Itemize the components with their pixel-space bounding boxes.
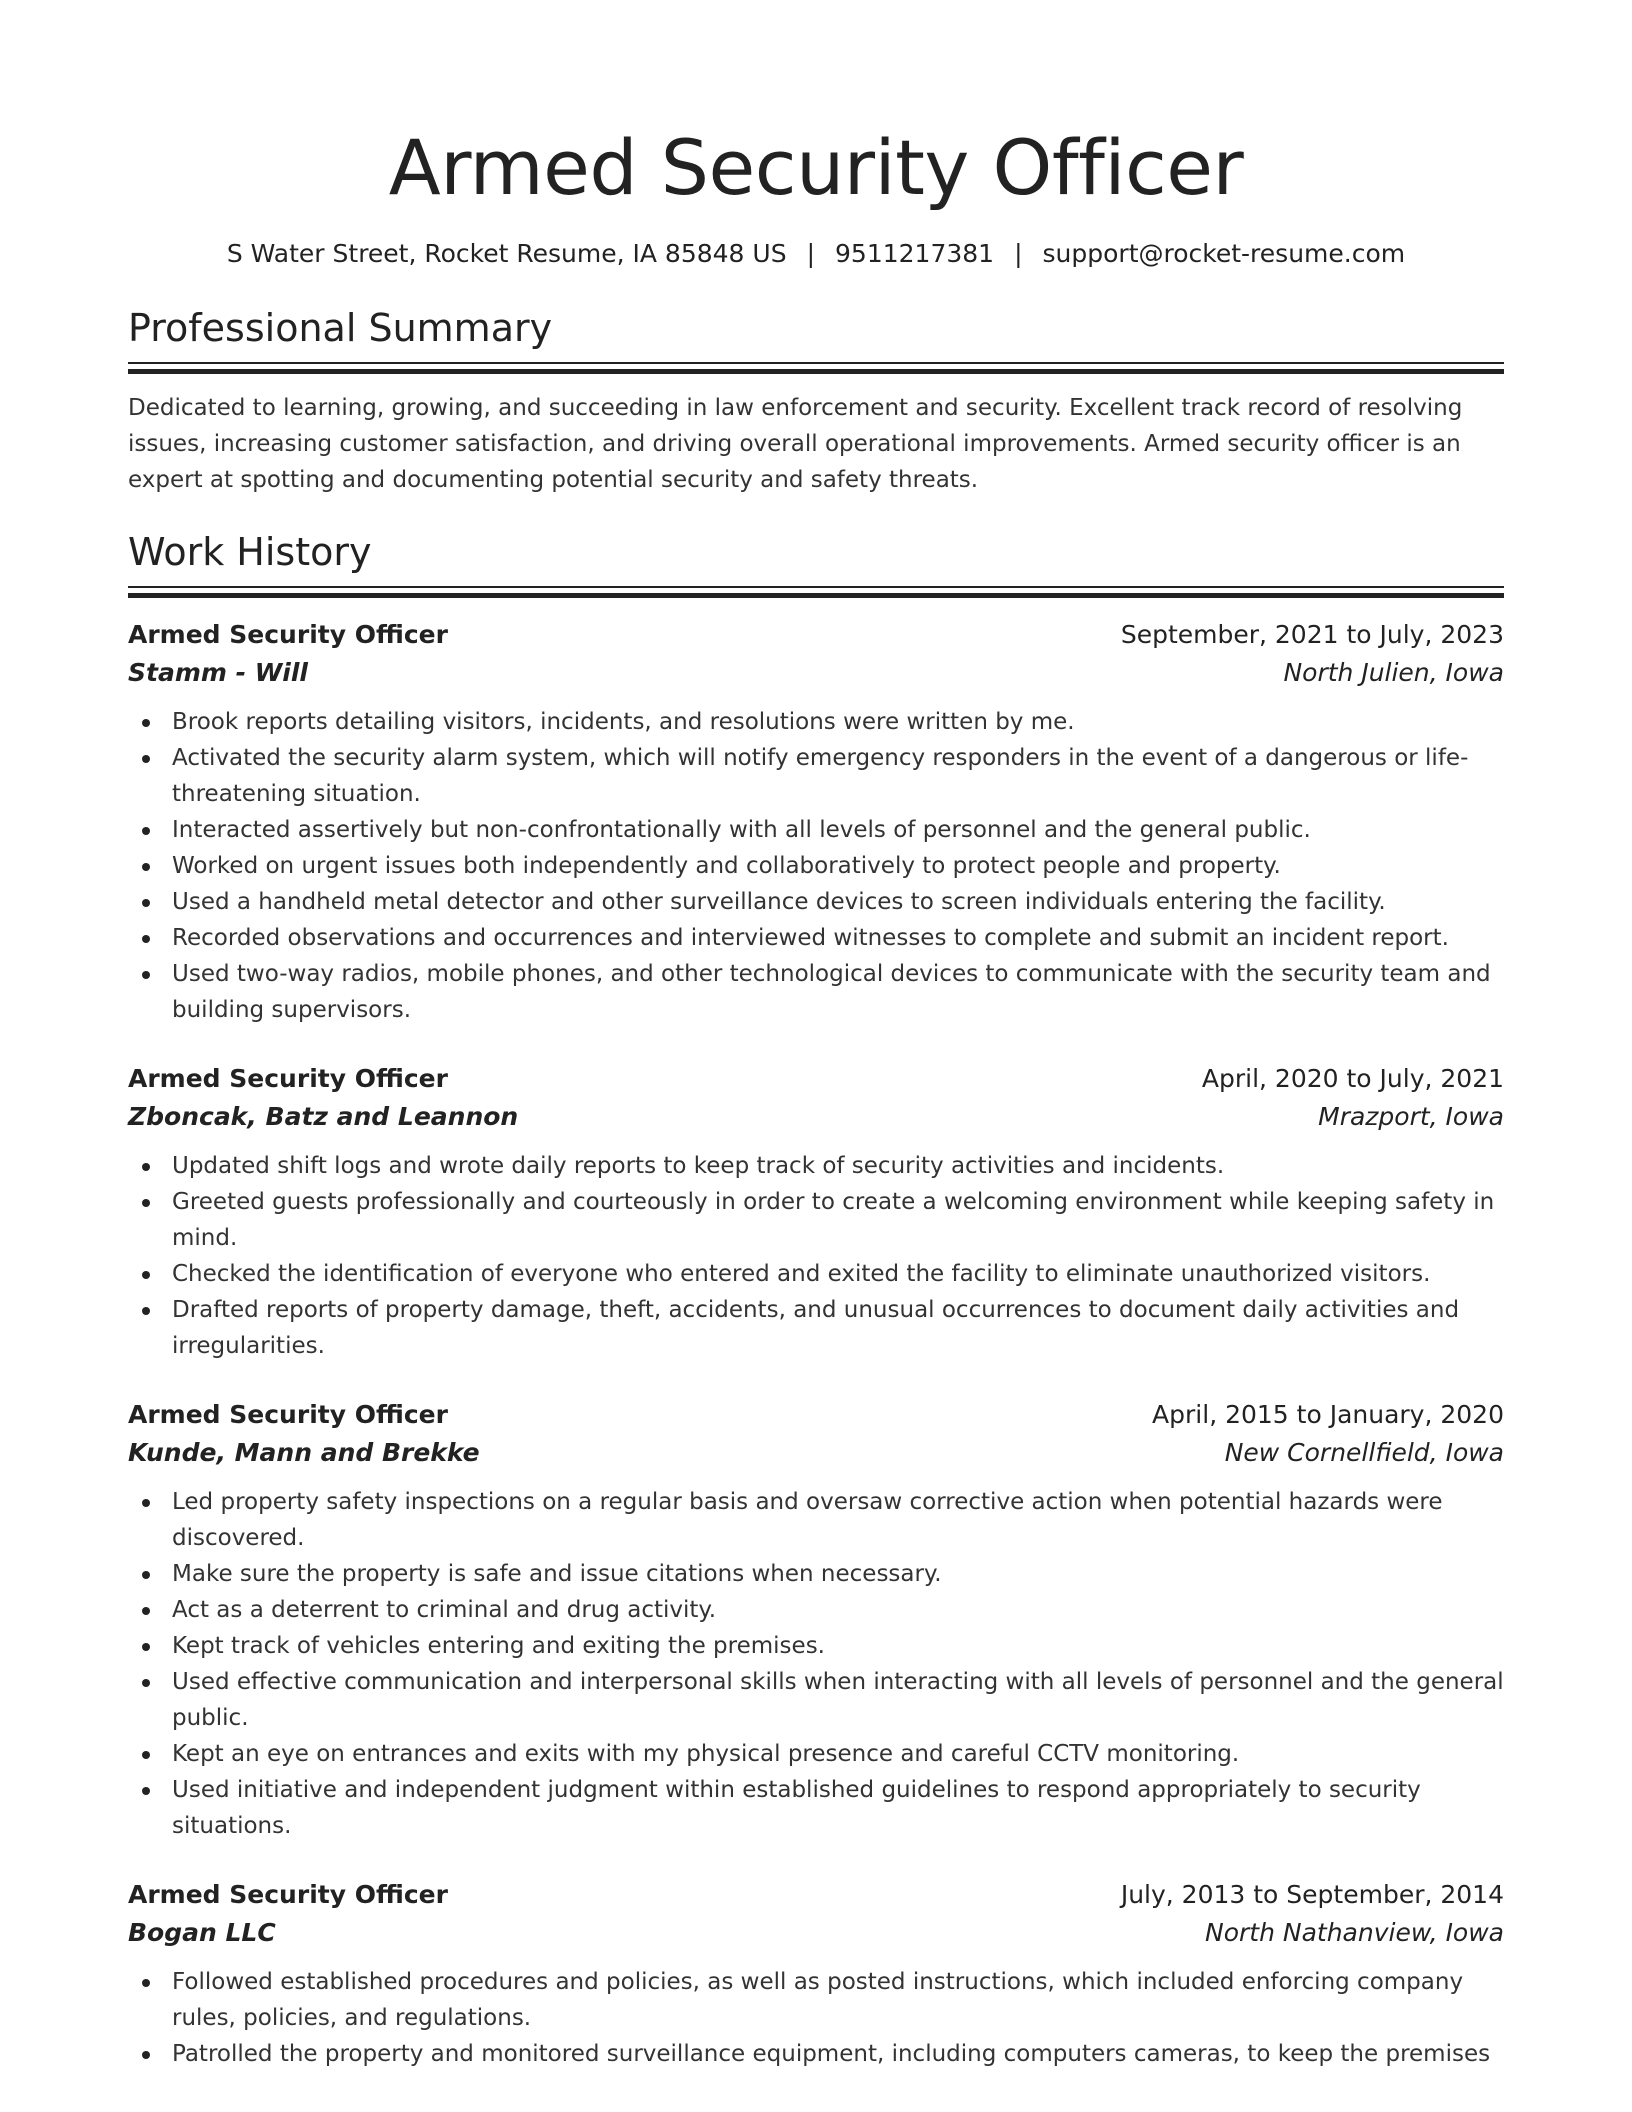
job-company: Stamm - Will xyxy=(128,658,308,687)
job-location: Mrazport, Iowa xyxy=(1318,1102,1504,1131)
list-item: Kept an eye on entrances and exits with my physical presence and careful CCTV monitoring. xyxy=(128,1736,1504,1772)
job-location: New Cornellfield, Iowa xyxy=(1224,1438,1504,1467)
list-item: Greeted guests professionally and courteously in order to create a welcoming environment while keeping safety in mind. xyxy=(128,1184,1504,1256)
list-item: Led property safety inspections on a regular basis and oversaw corrective action when potential hazards were discovered. xyxy=(128,1484,1504,1556)
job-duties-list xyxy=(128,1484,1504,1844)
job-title: Armed Security Officer xyxy=(128,620,448,649)
section-heading-summary: Professional Summary xyxy=(128,306,553,350)
contact-email: support@rocket-resume.com xyxy=(1042,239,1406,268)
job-title: Armed Security Officer xyxy=(128,1880,448,1909)
contact-separator: | xyxy=(806,239,816,268)
job-header-row xyxy=(128,1876,1504,1914)
list-item: Patrolled the property and monitored surveillance equipment, including computers cameras, to keep the premises xyxy=(128,2036,1504,2072)
list-item: Act as a deterrent to criminal and drug activity. xyxy=(128,1592,1504,1628)
job-company-row xyxy=(128,654,1504,692)
contact-separator: | xyxy=(1014,239,1023,268)
list-item: Used a handheld metal detector and other surveillance devices to screen individuals entering the facility. xyxy=(128,884,1504,920)
job-company-row xyxy=(128,1914,1504,1952)
list-item: Checked the identification of everyone who entered and exited the facility to eliminate unauthorized visitors. xyxy=(128,1256,1504,1292)
list-item: Followed established procedures and policies, as well as posted instructions, which included enforcing company rules, policies, and regulations. xyxy=(128,1964,1504,2036)
section-heading-work: Work History xyxy=(128,530,372,574)
job-dates: April, 2015 to January, 2020 xyxy=(1152,1400,1504,1429)
professional-summary-section xyxy=(128,304,1504,498)
list-item: Make sure the property is safe and issue citations when necessary. xyxy=(128,1556,1504,1592)
work-history-section xyxy=(128,528,1504,2072)
list-item: Brook reports detailing visitors, incidents, and resolutions were written by me. xyxy=(128,704,1504,740)
job-company-row xyxy=(128,1434,1504,1472)
job-company-row xyxy=(128,1098,1504,1136)
section-divider xyxy=(128,362,1504,374)
job-title: Armed Security Officer xyxy=(128,1064,448,1093)
job-location: North Nathanview, Iowa xyxy=(1205,1918,1504,1947)
contact-line xyxy=(128,236,1504,272)
list-item: Interacted assertively but non-confrontationally with all levels of personnel and the general public. xyxy=(128,812,1504,848)
list-item: Worked on urgent issues both independently and collaboratively to protect people and property. xyxy=(128,848,1504,884)
job-company: Zboncak, Batz and Leannon xyxy=(128,1102,519,1131)
resume-content xyxy=(128,118,1504,2072)
job-header-row xyxy=(128,616,1504,654)
list-item: Drafted reports of property damage, theft, accidents, and unusual occurrences to document daily activities and irregularities. xyxy=(128,1292,1504,1364)
job-header-row xyxy=(128,1060,1504,1098)
job-header-row xyxy=(128,1396,1504,1434)
job-location: North Julien, Iowa xyxy=(1283,658,1504,687)
job-entry xyxy=(128,1876,1504,2072)
list-item: Used initiative and independent judgment within established guidelines to respond appropriately to security situations. xyxy=(128,1772,1504,1844)
job-dates: April, 2020 to July, 2021 xyxy=(1201,1064,1504,1093)
summary-text: Dedicated to learning, growing, and succeeding in law enforcement and security. Excellent track record of resolving issues, increasing customer satisfaction, and driving overall operational improvements. Armed security officer is an expert at spotting and documenting potential security and safety threats. xyxy=(128,395,1463,493)
contact-address: S Water Street, Rocket Resume, IA 85848 US xyxy=(226,239,787,268)
job-company: Kunde, Mann and Brekke xyxy=(128,1438,480,1467)
job-duties-list xyxy=(128,1964,1504,2072)
list-item: Used two-way radios, mobile phones, and other technological devices to communicate with the security team and building supervisors. xyxy=(128,956,1504,1028)
job-dates: September, 2021 to July, 2023 xyxy=(1120,620,1504,649)
job-entry xyxy=(128,1060,1504,1364)
job-duties-list xyxy=(128,1148,1504,1364)
section-divider xyxy=(128,586,1504,598)
job-title: Armed Security Officer xyxy=(128,1400,448,1429)
list-item: Activated the security alarm system, which will notify emergency responders in the event of a dangerous or life-threatening situation. xyxy=(128,740,1504,812)
job-duties-list xyxy=(128,704,1504,1028)
job-dates: July, 2013 to September, 2014 xyxy=(1120,1880,1504,1909)
list-item: Recorded observations and occurrences and interviewed witnesses to complete and submit an incident report. xyxy=(128,920,1504,956)
list-item: Updated shift logs and wrote daily reports to keep track of security activities and incidents. xyxy=(128,1148,1504,1184)
list-item: Used effective communication and interpersonal skills when interacting with all levels of personnel and the general public. xyxy=(128,1664,1504,1736)
job-entry xyxy=(128,616,1504,1028)
contact-phone: 9511217381 xyxy=(835,239,995,268)
resume-name: Armed Security Officer xyxy=(388,123,1244,212)
list-item: Kept track of vehicles entering and exiting the premises. xyxy=(128,1628,1504,1664)
job-entry xyxy=(128,1396,1504,1844)
job-company: Bogan LLC xyxy=(128,1918,276,1947)
job-list xyxy=(128,616,1504,2072)
